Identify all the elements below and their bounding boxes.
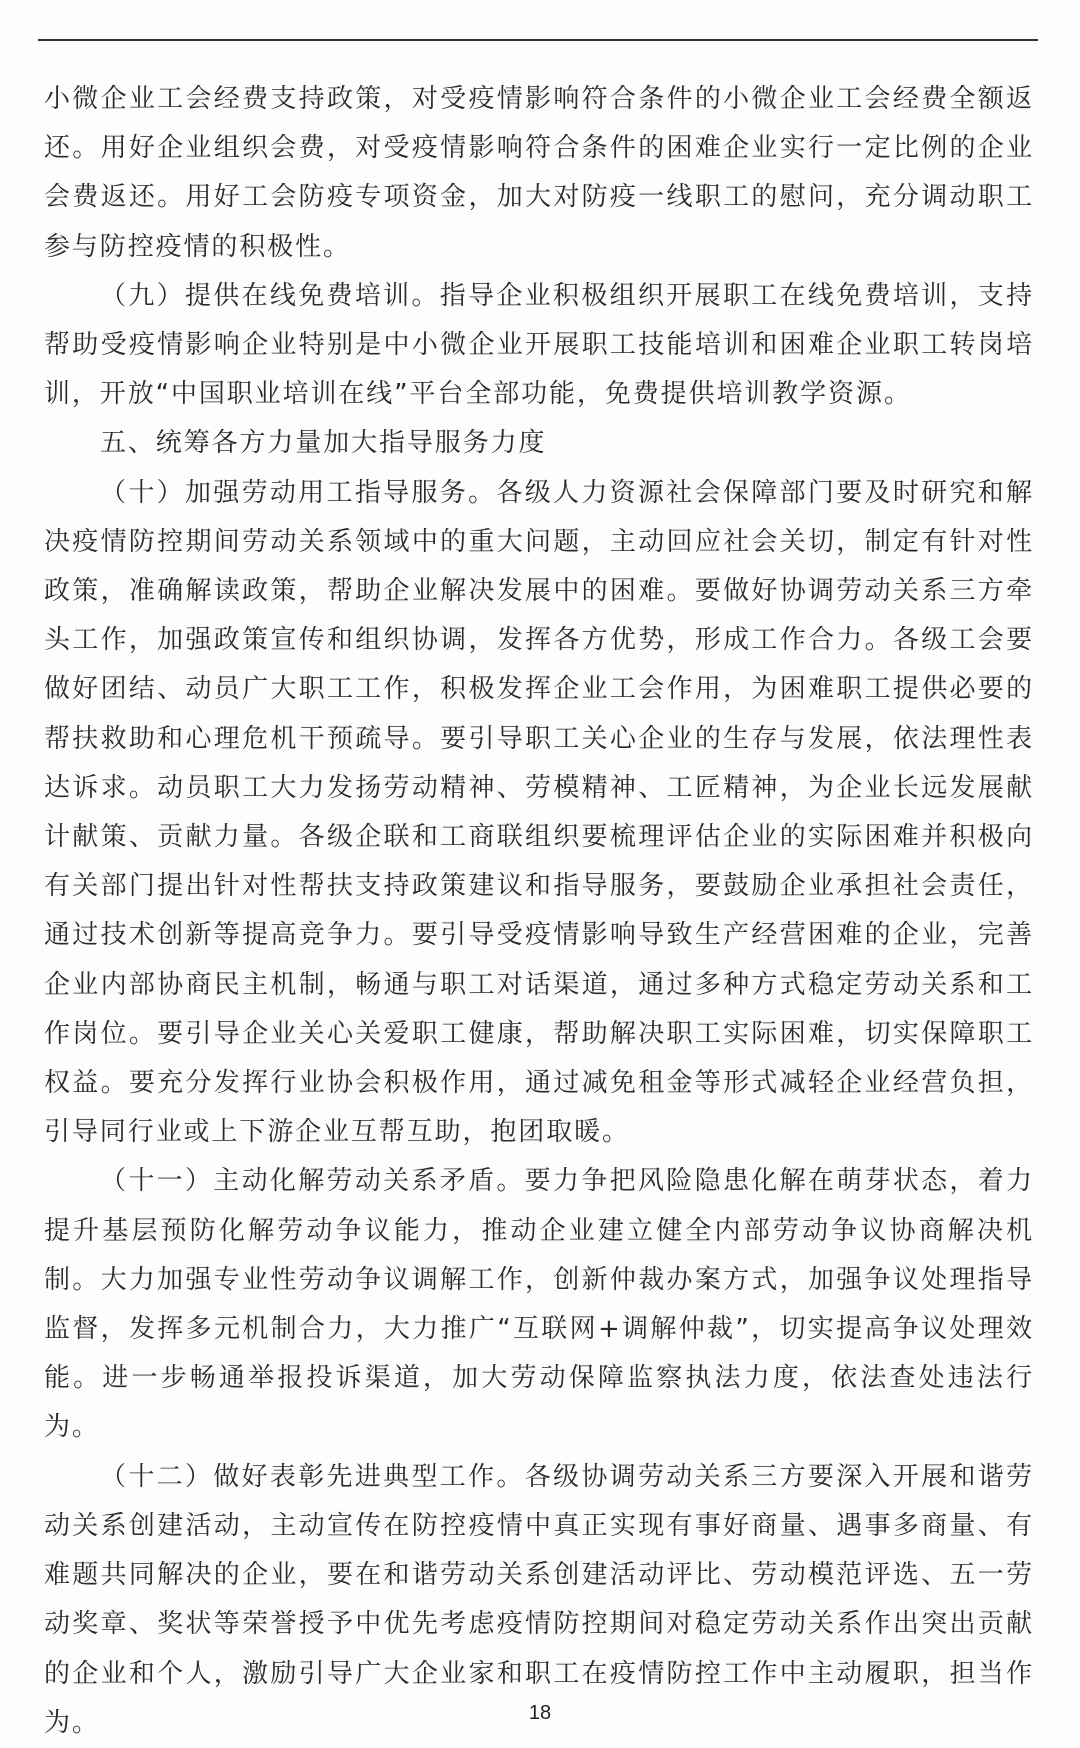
paragraph-union-funds: 小微企业工会经费支持政策，对受疫情影响符合条件的小微企业工会经费全额返还。用好企业组织会费，对受疫情影响符合条件的困难企业实行一定比例的企业会费返还。用好工会防疫专项资金，加大对防疫一线职工的慰问，充分调动职工参与防控疫情的积极性。 bbox=[44, 84, 1034, 262]
section-heading-5: 五、统筹各方力量加大指导服务力度 bbox=[100, 428, 547, 459]
body-text bbox=[44, 75, 1034, 1748]
paragraph-item-11-resolve-disputes: （十一）主动化解劳动关系矛盾。要力争把风险隐患化解在萌芽状态，着力提升基层预防化解劳动争议能力，推动企业建立健全内部劳动争议协商解决机制。大力加强专业性劳动争议调解工作，创新仲裁办案方式，加强争议处理指导监督，发挥多元机制合力，大力推广“互联网+调解仲裁”，切实提高争议处理效能。进一步畅通举报投诉渠道，加大劳动保障监察执法力度，依法查处违法行为。 bbox=[44, 1166, 1034, 1443]
paragraph-item-9-online-training: （九）提供在线免费培训。指导企业积极组织开展职工在线免费培训，支持帮助受疫情影响企业特别是中小微企业开展职工技能培训和困难企业职工转岗培训，开放“中国职业培训在线”平台全部功能，免费提供培训教学资源。 bbox=[44, 280, 1034, 410]
header-rule bbox=[38, 39, 1038, 41]
paragraph-item-12-commendation: （十二）做好表彰先进典型工作。各级协调劳动关系三方要深入开展和谐劳动关系创建活动，主动宣传在防控疫情中真正实现有事好商量、遇事多商量、有难题共同解决的企业，要在和谐劳动关系创建活动评比、劳动模范评选、五一劳动奖章、奖状等荣誉授予中优先考虑疫情防控期间对稳定劳动关系作出突出贡献的企业和个人，激励引导广大企业家和职工在疫情防控工作中主动履职，担当作为。 bbox=[44, 1461, 1034, 1738]
paragraph-item-10-employment-guidance: （十）加强劳动用工指导服务。各级人力资源社会保障部门要及时研究和解决疫情防控期间劳动关系领域中的重大问题，主动回应社会关切，制定有针对性政策，准确解读政策，帮助企业解决发展中的困难。要做好协调劳动关系三方牵头工作，加强政策宣传和组织协调，发挥各方优势，形成工作合力。各级工会要做好团结、动员广大职工工作，积极发挥企业工会作用，为困难职工提供必要的帮扶救助和心理危机干预疏导。要引导职工关心企业的生存与发展，依法理性表达诉求。动员职工大力发扬劳动精神、劳模精神、工匠精神，为企业长远发展献计献策、贡献力量。各级企联和工商联组织要梳理评估企业的实际困难并积极向有关部门提出针对性帮扶支持政策建议和指导服务，要鼓励企业承担社会责任，通过技术创新等提高竞争力。要引导受疫情影响导致生产经营困难的企业，完善企业内部协商民主机制，畅通与职工对话渠道，通过多种方式稳定劳动关系和工作岗位。要引导企业关心关爱职工健康，帮助解决职工实际困难，切实保障职工权益。要充分发挥行业协会积极作用，通过减免租金等形式减轻企业经营负担，引导同行业或上下游企业互帮互助，抱团取暖。 bbox=[44, 477, 1034, 1148]
page-number: 18 bbox=[528, 1702, 552, 1724]
